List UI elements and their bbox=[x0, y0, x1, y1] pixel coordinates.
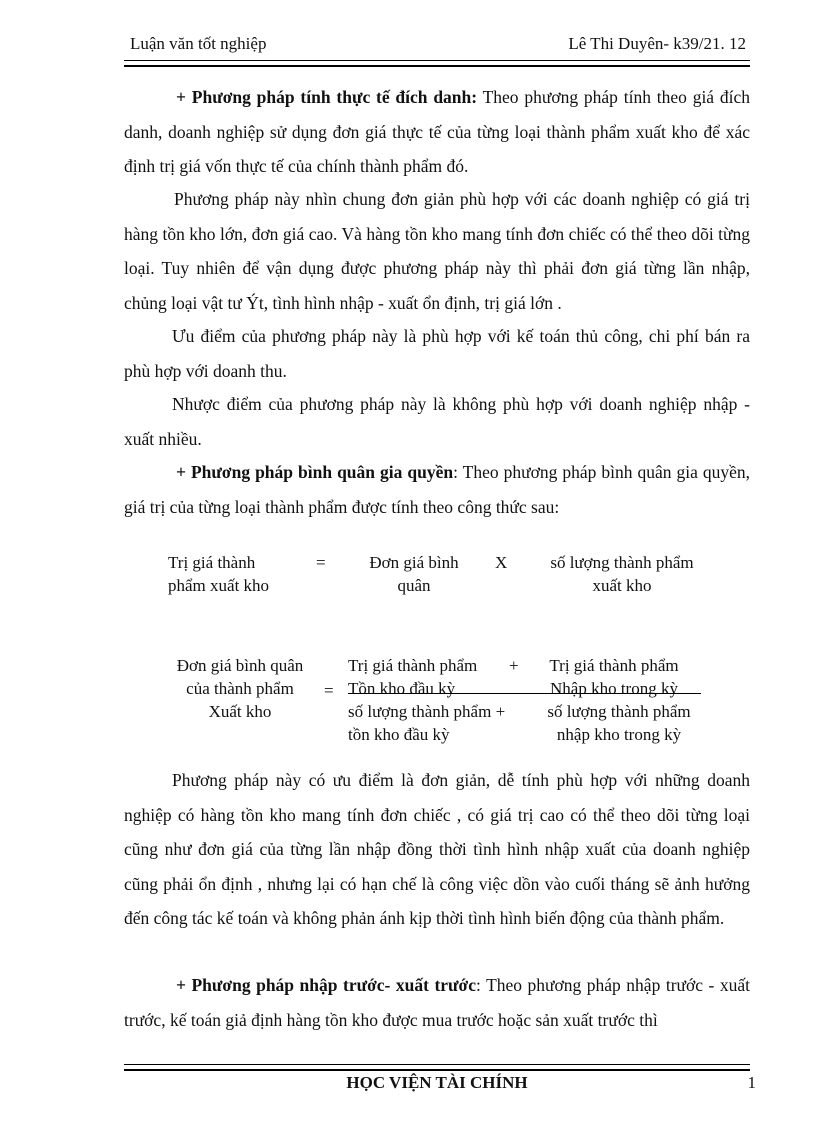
formula2-lhs-line2: của thành phẩm bbox=[186, 679, 294, 698]
formula2-den-a-line1: số lượng thành phẩm + bbox=[348, 702, 506, 721]
paragraph-applicability: Phương pháp này nhìn chung đơn giản phù hợp với các doanh nghiệp có giá trị hàng tồn kho lớn, đơn giá cao. Và hàng tồn kho mang tính đơn chiếc có thể theo dõi từng loại. Tuy nhiên để vận dụng được phương pháp này thì phải đơn giá từng lần nhập, chủng loại vật tư Ýt, tình hình nhập - xuất ổn định, trị giá lớn . bbox=[124, 189, 750, 313]
paragraph-weighted-average bbox=[124, 455, 750, 524]
formula2-num-a-line1: Trị giá thành phẩm bbox=[348, 656, 478, 675]
paragraph-specific-identification bbox=[124, 80, 750, 184]
paragraph-text: : Theo phương pháp bình quân gia quyền, giá trị của từng loại thành phẩm được tính theo công thức sau: bbox=[124, 462, 750, 517]
formula1-equals: = bbox=[316, 553, 326, 572]
formula1-qty-line2: xuất kho bbox=[592, 576, 652, 595]
formula2-num-b-line2: Nhập kho trong kỳ bbox=[550, 679, 678, 698]
paragraph-text: Theo phương pháp tính theo giá đích danh, doanh nghiệp sử dụng đơn giá thực tế của từng loại thành phẩm xuất kho để xác định trị giá vốn thực tế của chính thành phẩm đó. bbox=[124, 87, 751, 176]
formula2-num-plus: + bbox=[509, 656, 519, 675]
formula2-num-b-line1: Trị giá thành phẩm bbox=[549, 656, 679, 675]
paragraph-heading: + Phương pháp tính thực tế đích danh: bbox=[176, 87, 478, 107]
header-rule bbox=[124, 60, 750, 67]
header-thesis-label: Luận văn tốt nghiệp bbox=[130, 34, 267, 53]
formula1-price-line1: Đơn giá bình bbox=[369, 553, 459, 572]
paragraph-text: : Theo phương pháp nhập trước - xuất trước, kế toán giả định hàng tồn kho được mua trước hoặc sản xuất trước thì bbox=[124, 975, 750, 1030]
paragraph-heading: + Phương pháp nhập trước- xuất trước bbox=[176, 975, 477, 995]
fraction-bar bbox=[348, 693, 701, 694]
header-author: Lê Thi Duyên- k39/21. 12 bbox=[568, 34, 746, 53]
paragraph-fifo bbox=[124, 968, 750, 1037]
paragraph-weighted-average-evaluation: Phương pháp này có ưu điểm là đơn giản, dễ tính phù hợp với những doanh nghiệp có hàng tồn kho mang tính đơn chiếc , có giá trị cao có thể theo dõi từng loại cũng như đơn giá của từng lần nhập đồng thời tình hình nhập xuất của doanh nghiệp cũng phải ổn định , nhưng lại có hạn chế là công việc dồn vào cuối tháng sẽ ảnh hưởng đến công tác kế toán và không phản ánh kịp thời tình hình biến động của thành phẩm. bbox=[124, 770, 750, 928]
footer-institution: HỌC VIỆN TÀI CHÍNH bbox=[346, 1073, 528, 1092]
paragraph-disadvantages: Nhược điểm của phương pháp này là không phù hợp với doanh nghiệp nhập - xuất nhiều. bbox=[124, 394, 750, 449]
formula2-lhs-line3: Xuất kho bbox=[208, 702, 272, 721]
formula1-times: X bbox=[495, 553, 508, 572]
formula1-price-line2: quân bbox=[397, 576, 431, 595]
paragraph-heading: + Phương pháp bình quân gia quyền bbox=[176, 462, 454, 482]
formula2-lhs-line1: Đơn giá bình quân bbox=[176, 656, 304, 675]
formula2-den-a-line2: tồn kho đầu kỳ bbox=[348, 725, 450, 744]
page-footer bbox=[124, 1071, 756, 1093]
formula2-den-b-line2: nhập kho trong kỳ bbox=[556, 725, 682, 744]
formula2-den-b-line1: số lượng thành phẩm bbox=[547, 702, 691, 721]
formula2-equals: = bbox=[324, 681, 334, 700]
formula1-lhs-line2: phẩm xuất kho bbox=[168, 576, 270, 595]
formula1-qty-line1: số lượng thành phẩm bbox=[550, 553, 694, 572]
paragraph-advantages: Ưu điểm của phương pháp này là phù hợp với kế toán thủ công, chi phí bán ra phù hợp với doanh thu. bbox=[124, 326, 750, 381]
page-number: 1 bbox=[747, 1073, 756, 1092]
formula2-num-a-line2: Tồn kho đầu kỳ bbox=[348, 679, 456, 698]
footer-rule bbox=[124, 1064, 750, 1071]
formula1-lhs-line1: Trị giá thành bbox=[168, 553, 256, 572]
page-header bbox=[128, 32, 748, 58]
